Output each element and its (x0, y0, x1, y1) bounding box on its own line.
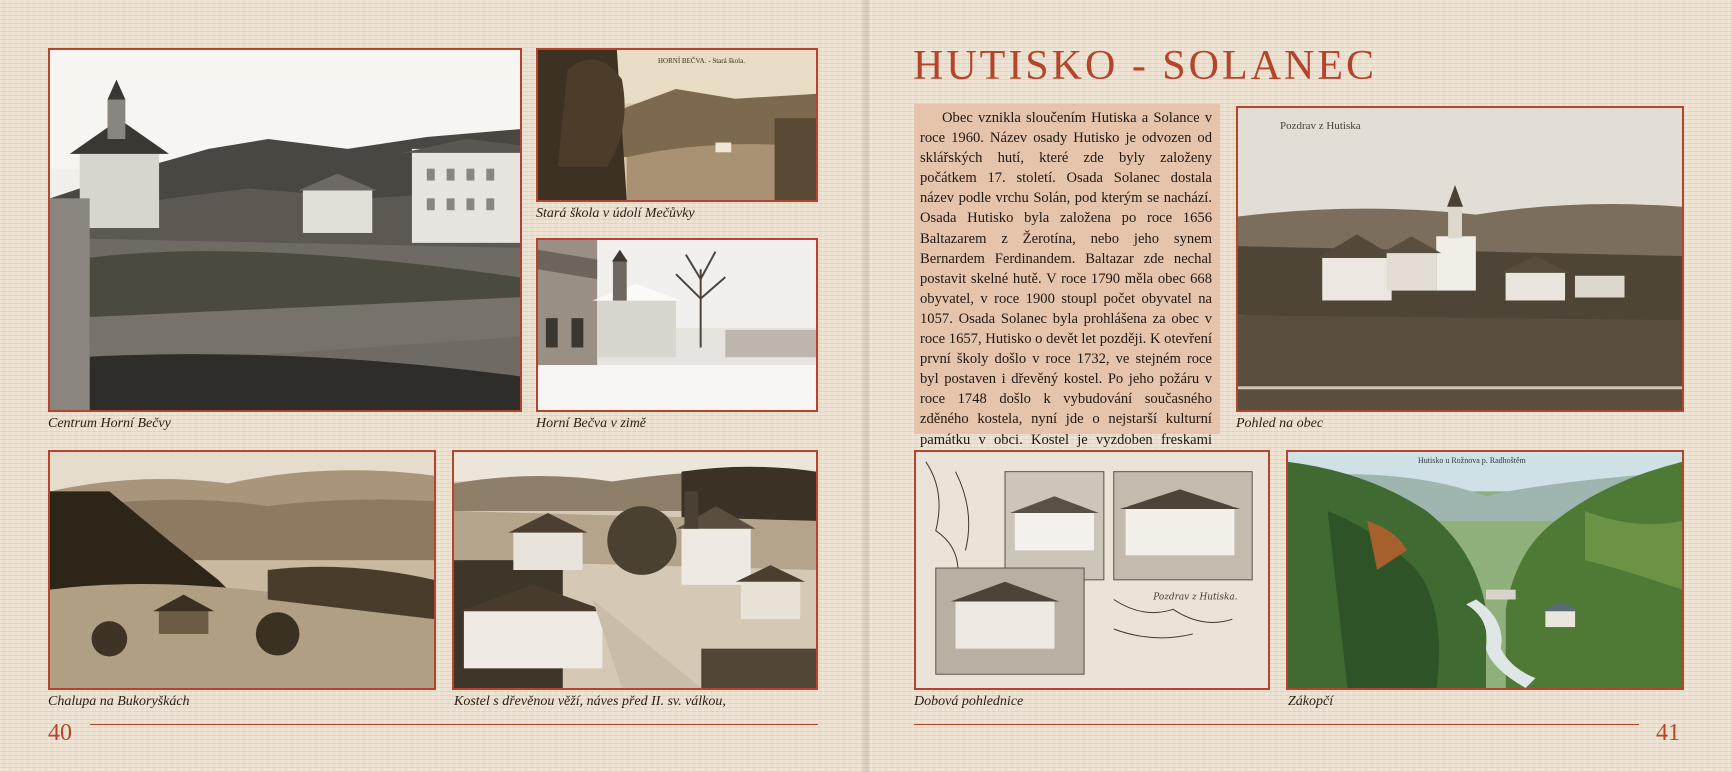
page-number-right: 41 (1656, 720, 1680, 746)
pohled-na-obec-inscription: Pozdrav z Hutiska (1280, 120, 1361, 132)
caption-horni-becva-v-zime: Horní Bečva v zimě (536, 416, 647, 431)
photo-zakopci (1286, 450, 1684, 690)
caption-centrum-horni-becvy: Centrum Horní Bečvy (48, 416, 171, 431)
caption-dobova-pohlednice: Dobová pohlednice (914, 694, 1024, 709)
footer-rule-left (90, 724, 818, 725)
stara-skola-inscription: HORNÍ BEČVA. - Stará škola. (658, 57, 745, 65)
book-gutter (862, 0, 870, 772)
photo-chalupa-na-bukoryskach (48, 450, 436, 690)
page-number-left: 40 (48, 720, 72, 746)
photo-dobova-pohlednice (914, 450, 1270, 690)
svg-text:Pozdrav z Hutiska.: Pozdrav z Hutiska. (1153, 592, 1238, 603)
photo-kostel-s-drevenou-vezi (452, 450, 818, 690)
photo-centrum-horni-becvy (48, 48, 522, 412)
caption-pohled-na-obec: Pohled na obec (1236, 416, 1324, 431)
photo-stara-skola (536, 48, 818, 202)
caption-chalupa-na-bukoryskach: Chalupa na Bukoryškách (48, 694, 190, 709)
caption-kostel-s-drevenou-vezi: Kostel s dřevěnou věží, náves před II. sv. válkou, (454, 694, 726, 709)
caption-zakopci: Zákopčí (1288, 694, 1334, 709)
footer-rule-right (914, 724, 1639, 725)
zakopci-inscription: Hutisko u Rožnova p. Radhoštěm (1418, 456, 1526, 465)
photo-pohled-na-obec (1236, 106, 1684, 412)
article-body: Obec vznikla sloučením Hutiska a Solance v roce 1960. Název osady Hutisko je odvozen od sklářských hutí, které zde byly založeny počátkem 17. století. Osada Solanec dostala název podle vrchu Solán, pod kterým se nachází. Osada Hutisko byla založena po roce 1656 Baltazarem z Žerotína, nebo jeho synem Bernardem Ferdinandem. Baltazar zde nechal postavit skelné hutě. V roce 1790 měla obec 668 obyvatel, v roce 1900 stoupl počet obyvatel na 1057. Osada Solanec byla prohlášena za obec v roce 1657, Hutisko o devět let později. K otevření první školy došlo v roce 1732, ve stejném roce byl postaven i dřevěný kostel. Po jeho požáru v roce 1748 došlo k vybudování současného zděného kostela, nyní jde o nejstarší kulturní památku v obci. Kostel je vyzdoben freskami (914, 104, 1220, 434)
page-title: HUTISKO - SOLANEC (913, 43, 1377, 89)
caption-stara-skola: Stará škola v údolí Mečůvky (536, 206, 695, 221)
photo-horni-becva-v-zime (536, 238, 818, 412)
